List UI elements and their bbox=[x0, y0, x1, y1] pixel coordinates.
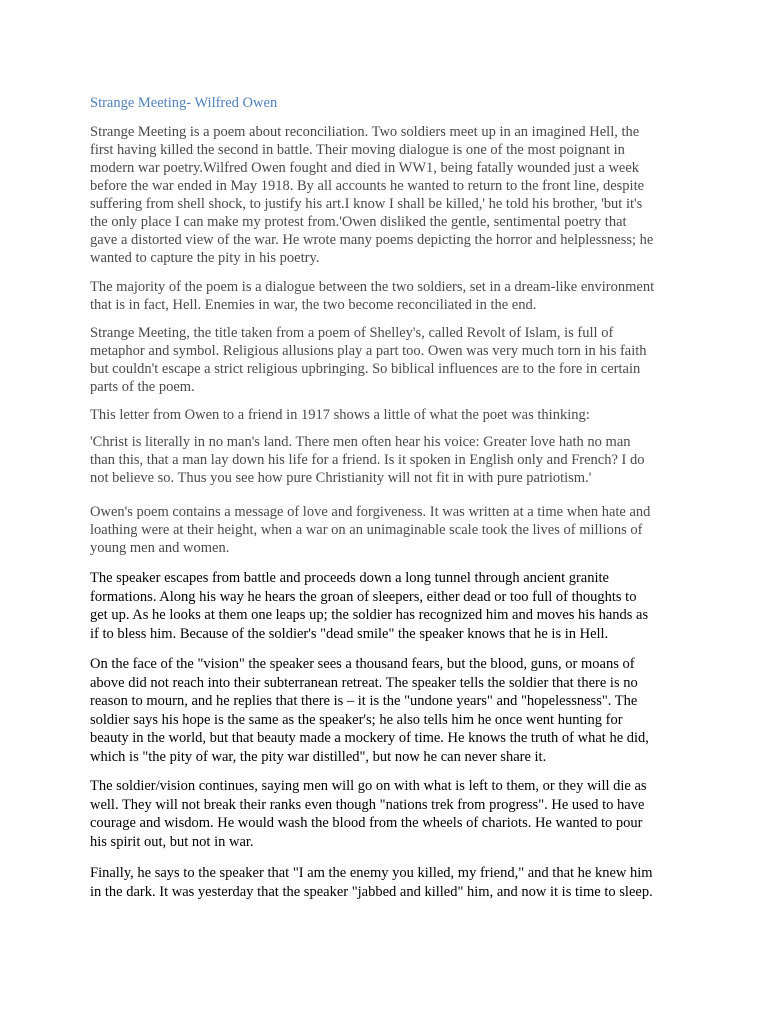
text-line: beauty in the world, but that beauty made a mockery of time. He knows the truth of what he did, bbox=[90, 730, 649, 746]
text-line: Finally, he says to the speaker that "I am the enemy you killed, my friend," and that he knew him bbox=[90, 865, 653, 881]
paragraph-vision-continues bbox=[90, 777, 690, 851]
text-line: above did not reach into their subterranean retreat. The speaker tells the soldier that there is no bbox=[90, 674, 638, 691]
text-line: On the face of the "vision" the speaker sees a thousand fears, but the blood, guns, or moans of bbox=[90, 656, 635, 672]
text-line: This letter from Owen to a friend in 1917 shows a little of what the poet was thinking: bbox=[90, 407, 590, 423]
text-line: wanted to capture the pity in his poetry. bbox=[90, 250, 320, 266]
text-line: gave a distorted view of the war. He wrote many poems depicting the horror and helplessness; he bbox=[90, 232, 654, 248]
text-line: Strange Meeting is a poem about reconciliation. Two soldiers meet up in an imagined Hell, the bbox=[90, 124, 640, 140]
text-line: young men and women. bbox=[90, 540, 230, 556]
text-line: soldier says his hope is the same as the speaker's; he also tells him he once went hunting for bbox=[90, 711, 623, 728]
text-line: get up. As he looks at them one leaps up; the soldier has recognized him and moves his hands as bbox=[90, 607, 649, 623]
paragraph-dialogue bbox=[90, 278, 690, 314]
text-line: metaphor and symbol. Religious allusions play a part too. Owen was very much torn in his faith bbox=[90, 343, 647, 359]
text-line: Owen's poem contains a message of love and forgiveness. It was written at a time when hate and bbox=[90, 504, 651, 520]
text-line: loathing were at their height, when a war on an unimaginable scale took the lives of millions of bbox=[90, 522, 643, 538]
text-line: courage and wisdom. He would wash the blood from the wheels of chariots. He wanted to pour bbox=[90, 815, 643, 831]
text-line: the only place I can make my protest from.'Owen disliked the gentle, sentimental poetry that bbox=[90, 214, 627, 230]
text-line: first having killed the second in battle. Their moving dialogue is one of the most poignant in bbox=[90, 142, 625, 158]
paragraph-finally bbox=[90, 864, 690, 901]
text-line: Strange Meeting, the title taken from a poem of Shelley's, called Revolt of Islam, is full of bbox=[90, 325, 614, 341]
text-line: which is "the pity of war, the pity war distilled", but now he can never share it. bbox=[90, 748, 547, 765]
text-line: that is in fact, Hell. Enemies in war, the two become reconciliated in the end. bbox=[90, 297, 537, 313]
paragraph-letter-quote bbox=[90, 433, 690, 487]
paragraph-message bbox=[90, 503, 690, 557]
text-line: in the dark. It was yesterday that the speaker "jabbed and killed" him, and now it is time to sleep. bbox=[90, 883, 653, 900]
text-line: parts of the poem. bbox=[90, 379, 195, 395]
text-line: not believe so. Thus you see how pure Christianity will not fit in with pure patriotism.' bbox=[90, 470, 592, 486]
text-line: if to bless him. Because of the soldier's "dead smile" the speaker knows that he is in Hell. bbox=[90, 625, 609, 642]
document-title: Strange Meeting- Wilfred Owen bbox=[90, 95, 278, 111]
text-line: his spirit out, but not in war. bbox=[90, 833, 254, 850]
text-line: The soldier/vision continues, saying men will go on with what is left to them, or they will die as bbox=[90, 778, 647, 794]
paragraph-vision bbox=[90, 655, 690, 766]
text-line: formations. Along his way he hears the groan of sleepers, either dead or too full of thoughts to bbox=[90, 588, 637, 605]
text-line: The majority of the poem is a dialogue between the two soldiers, set in a dream-like environment bbox=[90, 279, 655, 295]
text-line: modern war poetry.Wilfred Owen fought and died in WW1, being fatally wounded just a week bbox=[90, 160, 640, 176]
text-line: suffering from shell shock, to justify his art.I know I shall be killed,' he told his brother, 'but it's bbox=[90, 196, 643, 212]
paragraph-intro bbox=[90, 123, 690, 267]
text-line: reason to mourn, and he replies that there is – it is the "undone years" and "hopelessness". The bbox=[90, 693, 638, 709]
text-line: before the war ended in May 1918. By all accounts he wanted to return to the front line, despite bbox=[90, 178, 645, 194]
text-line: but couldn't escape a strict religious upbringing. So biblical influences are to the fore in certain bbox=[90, 361, 641, 377]
text-line: well. They will not break their ranks even though "nations trek from progress". He used to have bbox=[90, 796, 645, 813]
text-line: 'Christ is literally in no man's land. There men often hear his voice: Greater love hath no man bbox=[90, 434, 631, 450]
text-line: The speaker escapes from battle and proceeds down a long tunnel through ancient granite bbox=[90, 570, 609, 586]
paragraph-letter-intro bbox=[90, 406, 690, 424]
text-line: than this, that a man lay down his life for a friend. Is it spoken in English only and French? I do bbox=[90, 452, 645, 468]
paragraph-speaker-escapes bbox=[90, 569, 690, 643]
paragraph-title-origin bbox=[90, 324, 690, 396]
